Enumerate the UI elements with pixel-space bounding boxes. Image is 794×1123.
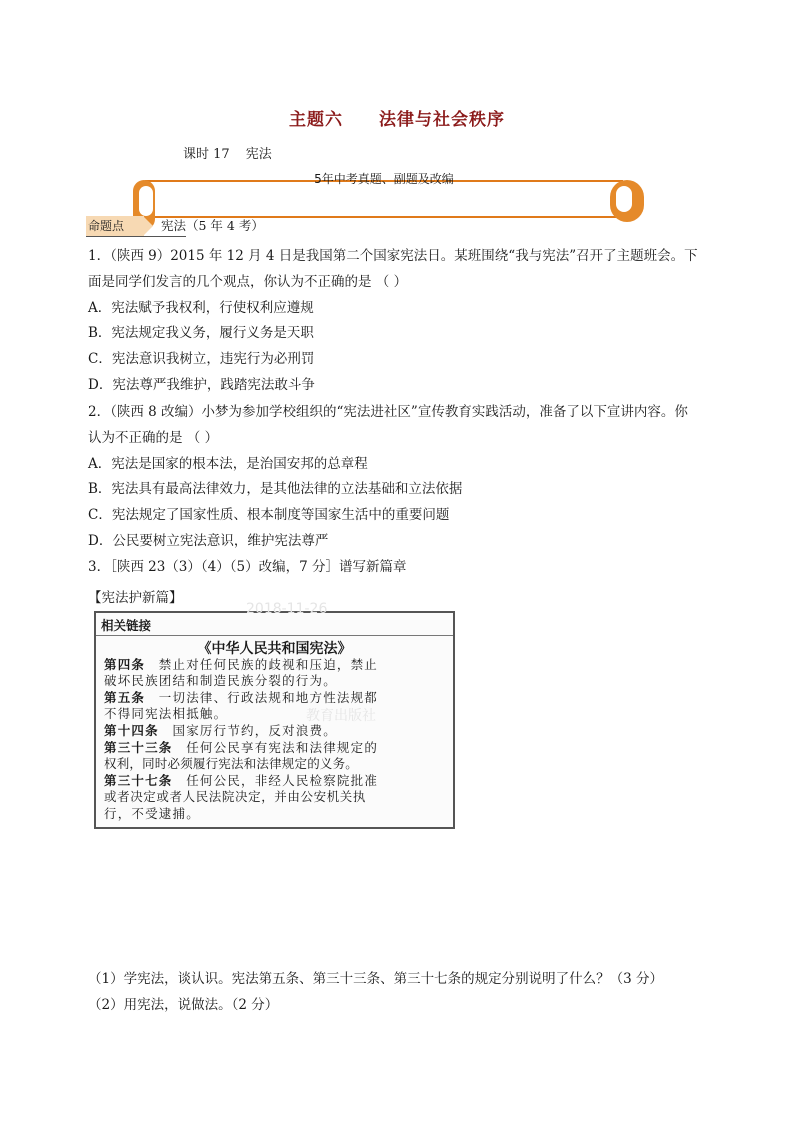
lesson-heading <box>183 143 272 162</box>
box-divider <box>96 635 453 636</box>
q2-stem-line2: 认为不正确的是 （ ） <box>88 430 219 446</box>
section-underline <box>86 236 186 237</box>
watermark-mark: 2018-11-26 <box>246 601 328 617</box>
article-line <box>104 671 337 689</box>
article-number: 第三十七条 <box>104 773 173 788</box>
q2-option-b: B．宪法具有最高法律效力，是其他法律的立法基础和立法依据 <box>88 481 463 497</box>
q1-stem-line1: 1．（陕西 9）2015 年 12 月 4 日是我国第二个国家宪法日。某班围绕“我与宪法”召开了主题班会。下 <box>88 248 698 264</box>
q1-option-a: A．宪法赋予我权利，行使权利应遵规 <box>88 300 314 316</box>
q3-stem: 3．［陕西 23（3）（4）（5）改编，7 分］谱写新篇章 <box>88 559 407 575</box>
q3-sub1: （1）学宪法，谈认识。宪法第五条、第三十三条、第三十七条的规定分别说明了什么？（3 分） <box>88 971 663 987</box>
article-line <box>104 721 337 739</box>
section-label-arrow <box>143 216 153 236</box>
article-text: 国家厉行节约，反对浪费。 <box>158 723 337 738</box>
q1-option-c: C．宪法意识我树立，违宪行为必刑罚 <box>88 351 315 367</box>
article-text: 权利，同时必须履行宪法和法律规定的义务。 <box>104 756 359 771</box>
article-line <box>104 754 358 772</box>
q2-option-d: D．公民要树立宪法意识，维护宪法尊严 <box>88 533 329 549</box>
banner-text: 5年中考真题、副题及改编 <box>314 172 454 186</box>
q2-option-c: C．宪法规定了国家性质、根本制度等国家生活中的重要问题 <box>88 507 450 523</box>
related-link-box <box>94 601 455 829</box>
article-text: 任何公民，非经人民检察院批准 <box>172 773 379 788</box>
article-line <box>104 787 366 805</box>
topic-number: 主题六 <box>289 110 343 130</box>
section-label: 命题点 <box>86 216 144 236</box>
topic-title: 法律与社会秩序 <box>379 110 505 130</box>
article-number: 第十四条 <box>104 723 159 738</box>
q3-sub2: （2）用宪法，说做法。（2 分） <box>88 997 279 1013</box>
article-text: 破坏民族团结和制造民族分裂的行为。 <box>104 673 337 688</box>
article-number: 第四条 <box>104 657 146 672</box>
article-text: 不得同宪法相抵触。 <box>104 706 228 721</box>
section-text: 宪法（5 年 4 考） <box>161 218 264 233</box>
article-number: 第三十三条 <box>104 740 173 755</box>
q2-option-a: A．宪法是国家的根本法，是治国安邦的总章程 <box>88 456 368 472</box>
q3-subhead: 【宪法护新篇】 <box>88 590 183 606</box>
watermark-mark: 教育出版社 <box>306 708 376 724</box>
page-title <box>0 105 794 130</box>
lesson-number: 课时 17 <box>183 147 230 162</box>
article-text: 禁止对任何民族的歧视和压迫，禁止 <box>145 657 379 672</box>
q1-option-b: B．宪法规定我义务，履行义务是天职 <box>88 325 314 341</box>
box-header: 相关链接 <box>101 618 152 633</box>
article-text: 任何公民享有宪法和法律规定的 <box>172 740 379 755</box>
lesson-title: 宪法 <box>245 147 272 162</box>
article-number: 第五条 <box>104 690 146 705</box>
q1-option-d: D．宪法尊严我维护，践踏宪法敢斗争 <box>88 377 315 393</box>
article-text: 或者决定或者人民法院决定，并由公安机关执 <box>104 789 367 804</box>
scroll-right-roll-inner <box>616 186 632 212</box>
scroll-left-roll-inner <box>139 186 153 216</box>
article-line <box>104 704 227 722</box>
q1-stem-line2: 面是同学们发言的几个观点，你认为不正确的是 （ ） <box>88 274 408 290</box>
article-text: 一切法律、行政法规和地方性法规都 <box>145 690 379 705</box>
article-line: 行，不受逮捕。 <box>104 806 200 821</box>
q2-stem-line1: 2．（陕西 8 改编）小梦为参加学校组织的“宪法进社区”宣传教育实践活动，准备了以下宣讲内容。你 <box>88 404 688 420</box>
box-title: 《中华人民共和国宪法》 <box>197 641 352 657</box>
